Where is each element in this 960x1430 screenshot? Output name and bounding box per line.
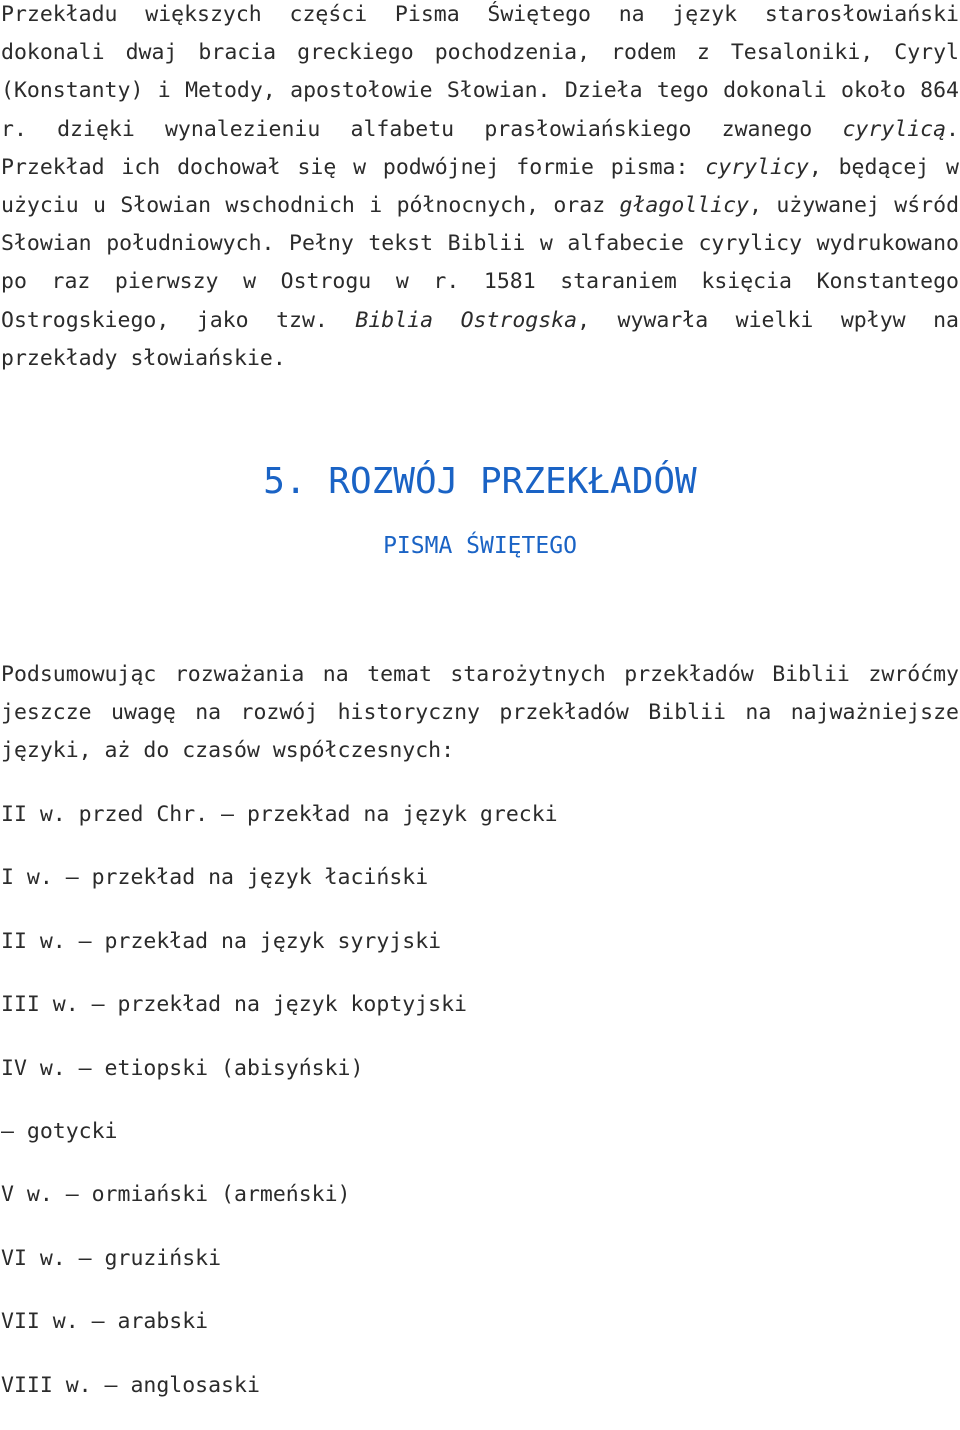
intro-text-4: , używanej wśród Słowian południowych. Pełny tekst Biblii w alfabecie cyrylicy wydrukowano po raz pierwszy w Ostrogu w r. 1581 staraniem księcia Konstantego Ostrogskiego, jako tzw. (1, 193, 960, 333)
intro-term-cyrylicy: cyrylicy (705, 154, 809, 180)
intro-term-glagolicy: głagollicy (619, 193, 749, 219)
timeline-item: V w. — ormiański (armeński) (1, 1182, 351, 1208)
section-subtitle: PISMA ŚWIĘTEGO (383, 533, 577, 559)
summary-paragraph: Podsumowując rozważania na temat starożytnych przekładów Biblii zwróćmy jeszcze uwagę na rozwój historyczny przekładów Biblii na najważniejsze języki, aż do czasów współczesnych: (1, 662, 959, 764)
intro-term-biblia-ostrogska: Biblia Ostrogska (355, 307, 578, 333)
intro-text-2: . Przekład ich dochował się w podwójnej formie pisma: (1, 116, 959, 180)
timeline-item: III w. — przekład na język koptyjski (1, 992, 467, 1018)
section-title: 5. ROZWÓJ PRZEKŁADÓW (263, 461, 697, 502)
timeline-item: VI w. — gruziński (1, 1245, 222, 1271)
intro-text-5: , wywarła wielki wpływ na przekłady słowiańskie. (1, 307, 959, 371)
intro-paragraph (1, 0, 959, 378)
timeline-item: — gotycki (1, 1118, 118, 1144)
translation-timeline (1, 796, 558, 1430)
timeline-item: II w. — przekład na język syryjski (1, 928, 442, 954)
timeline-item: II w. przed Chr. — przekład na język grecki (1, 802, 558, 827)
timeline-item: I w. — przekład na język łaciński (1, 865, 429, 891)
timeline-item: VII w. — arabski (1, 1309, 209, 1335)
timeline-item: VIII w. — anglosaski (1, 1372, 260, 1398)
intro-text-3: , będącej w użyciu u Słowian wschodnich i północnych, oraz (1, 154, 960, 219)
intro-term-cyrylica: cyrylicą (842, 116, 947, 142)
intro-text-1: Przekładu większych części Pisma Świętego na język starosłowiański dokonali dwaj bracia greckiego pochodzenia, rodem z Tesaloniki, Cyryl (Konstanty) i Metody, apostołowie Słowian. Dzieła tego dokonali około 864 r. dzięki wynalezieniu alfabetu prasłowiańskiego zwanego (1, 2, 959, 142)
timeline-item: IV w. — etiopski (abisyński) (1, 1055, 364, 1081)
